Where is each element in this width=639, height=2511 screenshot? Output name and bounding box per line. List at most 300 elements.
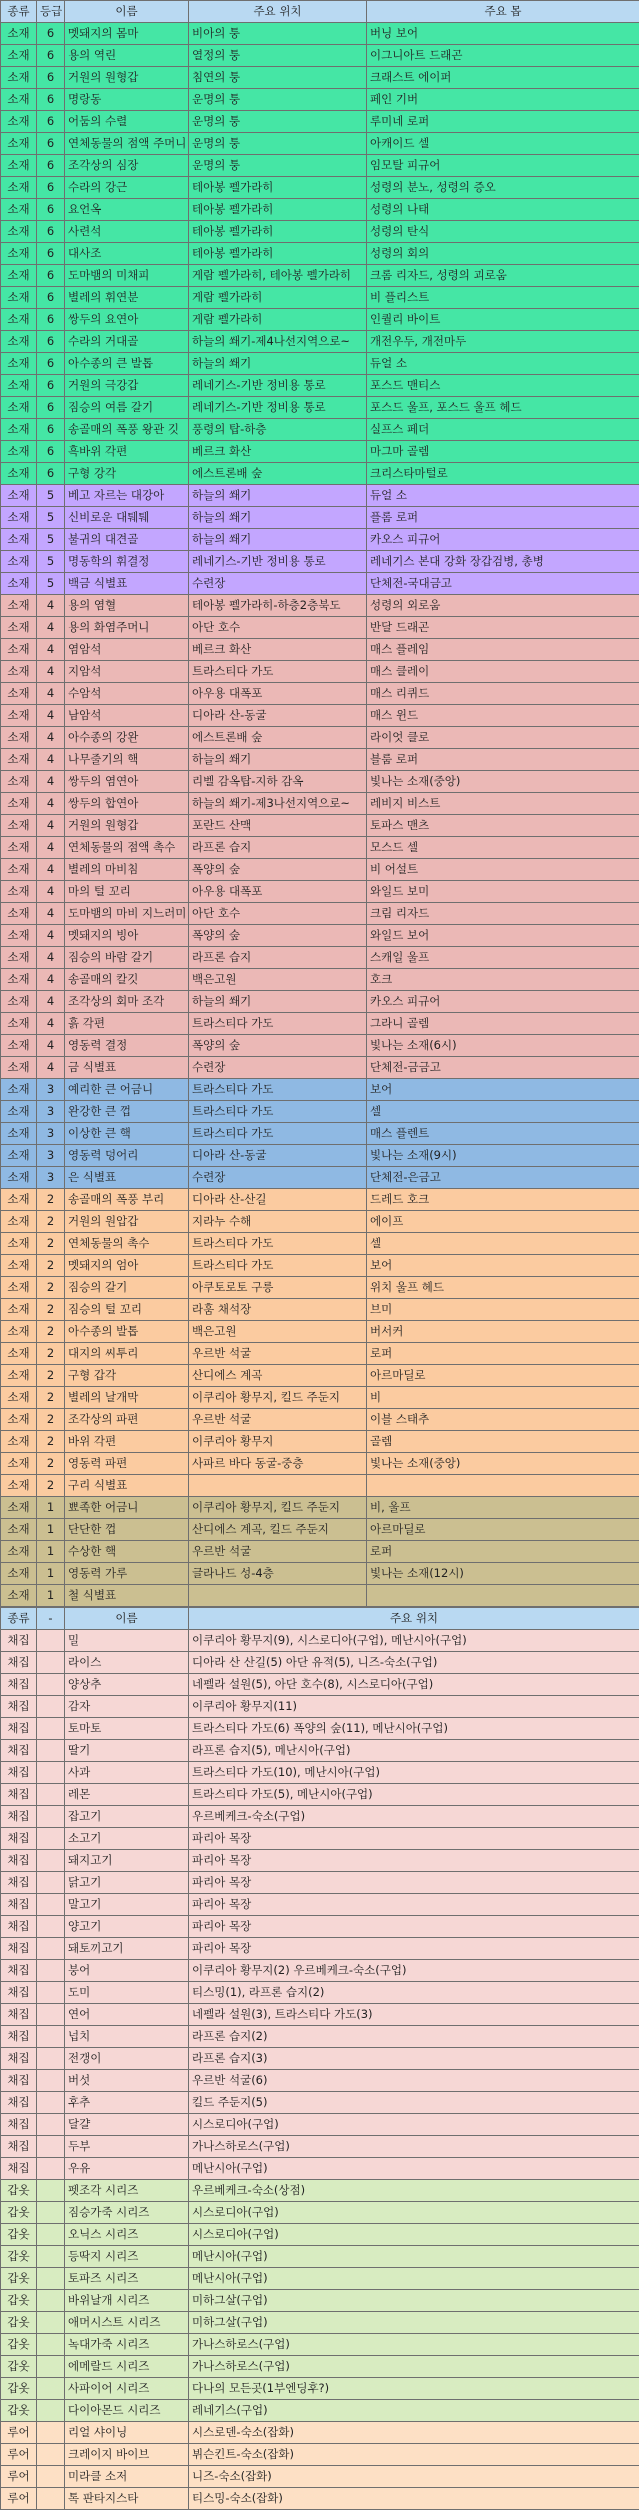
- cell-type: 소재: [1, 1255, 37, 1277]
- cell-grade-empty: [37, 2048, 65, 2070]
- table-row: [1, 2422, 639, 2444]
- cell-location: 산디에스 계곡, 킬드 주둔지: [189, 1519, 367, 1541]
- cell-grade: 6: [37, 331, 65, 353]
- cell-type: 소재: [1, 529, 37, 551]
- cell-name: 다이아몬드 시리즈: [65, 2400, 189, 2422]
- cell-grade-empty: [37, 2180, 65, 2202]
- cell-name: 양상추: [65, 1674, 189, 1696]
- materials-body: [1, 23, 639, 1607]
- cell-monster: 아르마딜로: [367, 1519, 639, 1541]
- cell-location: 수련장: [189, 1167, 367, 1189]
- cell-monster: 개전우두, 개전마두: [367, 331, 639, 353]
- cell-type: 채집: [1, 1850, 37, 1872]
- cell-name: 송골매의 칼깃: [65, 969, 189, 991]
- cell-name: 별레의 날개막: [65, 1387, 189, 1409]
- cell-name: 연체동물의 점액 주머니: [65, 133, 189, 155]
- gathering-body: [1, 1630, 639, 2510]
- table-row: [1, 1806, 639, 1828]
- cell-grade: 1: [37, 1519, 65, 1541]
- cell-type: 소재: [1, 1013, 37, 1035]
- cell-grade: 2: [37, 1299, 65, 1321]
- cell-monster: 위치 울프 헤드: [367, 1277, 639, 1299]
- table-row: [1, 595, 639, 617]
- table-row: [1, 815, 639, 837]
- cell-grade: 1: [37, 1585, 65, 1607]
- cell-location: 포란드 산맥: [189, 815, 367, 837]
- cell-name: 불귀의 대견골: [65, 529, 189, 551]
- cell-name: 영동력 파편: [65, 1453, 189, 1475]
- cell-location: 아쿠토로토 구릉: [189, 1277, 367, 1299]
- table-row: [1, 2048, 639, 2070]
- cell-type: 채집: [1, 1652, 37, 1674]
- cell-type: 소재: [1, 507, 37, 529]
- table-row: [1, 309, 639, 331]
- cell-monster: 성령의 분노, 성령의 증오: [367, 177, 639, 199]
- table-row: [1, 529, 639, 551]
- cell-name: 철 식별표: [65, 1585, 189, 1607]
- cell-grade-empty: [37, 1806, 65, 1828]
- cell-grade-empty: [37, 2334, 65, 2356]
- cell-location: 테아봉 펠가라히: [189, 177, 367, 199]
- table-row: [1, 705, 639, 727]
- cell-type: 소재: [1, 1277, 37, 1299]
- cell-name: 아수종의 발톱: [65, 1321, 189, 1343]
- cell-type: 소재: [1, 243, 37, 265]
- cell-location: 니즈-숙소(잡화): [189, 2466, 639, 2488]
- cell-type: 루어: [1, 2422, 37, 2444]
- cell-type: 소재: [1, 1299, 37, 1321]
- cell-type: 갑옷: [1, 2268, 37, 2290]
- cell-type: 소재: [1, 397, 37, 419]
- table-row: [1, 2092, 639, 2114]
- cell-name: 뾰족한 어금니: [65, 1497, 189, 1519]
- cell-location: 폭양의 숲: [189, 859, 367, 881]
- cell-type: 채집: [1, 2114, 37, 2136]
- cell-grade: 6: [37, 419, 65, 441]
- cell-grade-empty: [37, 1652, 65, 1674]
- table-row: [1, 1387, 639, 1409]
- cell-grade: 6: [37, 243, 65, 265]
- table-row: [1, 67, 639, 89]
- cell-name: 수라의 거대골: [65, 331, 189, 353]
- table-row: [1, 1409, 639, 1431]
- table-row: [1, 1431, 639, 1453]
- cell-location: 산디에스 계곡: [189, 1365, 367, 1387]
- cell-grade: 4: [37, 639, 65, 661]
- cell-location: 우르베케크-숙소(구업): [189, 1806, 639, 1828]
- cell-type: 채집: [1, 1696, 37, 1718]
- cell-name: 조각상의 파편: [65, 1409, 189, 1431]
- cell-name: 영동력 결정: [65, 1035, 189, 1057]
- cell-type: 루어: [1, 2488, 37, 2510]
- cell-grade-empty: [37, 2246, 65, 2268]
- cell-monster: 반달 드래곤: [367, 617, 639, 639]
- cell-grade: 4: [37, 903, 65, 925]
- cell-monster: 로퍼: [367, 1541, 639, 1563]
- cell-grade: 4: [37, 727, 65, 749]
- table-row: [1, 1960, 639, 1982]
- table-row: [1, 2158, 639, 2180]
- cell-location: 네펠라 설원(5), 아단 호수(8), 시스로디아(구업): [189, 1674, 639, 1696]
- table-row: [1, 771, 639, 793]
- cell-location: 트라스티다 가도(6) 폭양의 숲(11), 메난시아(구업): [189, 1718, 639, 1740]
- cell-type: 소재: [1, 287, 37, 309]
- table-row: [1, 1101, 639, 1123]
- table-row: [1, 1079, 639, 1101]
- cell-type: 소재: [1, 573, 37, 595]
- cell-type: 소재: [1, 1189, 37, 1211]
- header-type: 종류: [1, 1, 37, 23]
- cell-grade: 1: [37, 1563, 65, 1585]
- table-row: [1, 1762, 639, 1784]
- cell-type: 소재: [1, 309, 37, 331]
- cell-grade-empty: [37, 2026, 65, 2048]
- table-row: [1, 1718, 639, 1740]
- cell-monster: 셀: [367, 1233, 639, 1255]
- table-row: [1, 287, 639, 309]
- cell-type: 갑옷: [1, 2334, 37, 2356]
- cell-grade: 3: [37, 1123, 65, 1145]
- cell-type: 소재: [1, 617, 37, 639]
- cell-grade: 5: [37, 551, 65, 573]
- cell-type: 소재: [1, 1233, 37, 1255]
- table-header-row: [1, 1, 639, 23]
- cell-type: 채집: [1, 2004, 37, 2026]
- cell-location: 우르반 석굴: [189, 1541, 367, 1563]
- cell-monster: 단체전-국대금고: [367, 573, 639, 595]
- cell-monster: 아르마딜로: [367, 1365, 639, 1387]
- cell-type: 소재: [1, 67, 37, 89]
- cell-monster: 단체전-금금고: [367, 1057, 639, 1079]
- cell-grade-empty: [37, 1872, 65, 1894]
- cell-type: 소재: [1, 221, 37, 243]
- cell-name: 마의 털 꼬리: [65, 881, 189, 903]
- cell-name: 별레의 마비침: [65, 859, 189, 881]
- cell-name: 사과: [65, 1762, 189, 1784]
- table-row: [1, 1211, 639, 1233]
- cell-location: 파리아 목장: [189, 1828, 639, 1850]
- cell-location: 하늘의 쐐기: [189, 991, 367, 1013]
- cell-name: 짐승의 여름 갈기: [65, 397, 189, 419]
- cell-grade: 6: [37, 353, 65, 375]
- table-row: [1, 265, 639, 287]
- table-row: [1, 1255, 639, 1277]
- table-row: [1, 1828, 639, 1850]
- cell-grade-empty: [37, 1696, 65, 1718]
- cell-name: 톡 판타지스타: [65, 2488, 189, 2510]
- header-name: 이름: [65, 1608, 189, 1630]
- cell-name: 예리한 큰 어금니: [65, 1079, 189, 1101]
- cell-name: 연어: [65, 2004, 189, 2026]
- cell-name: 전갱이: [65, 2048, 189, 2070]
- cell-name: 염암석: [65, 639, 189, 661]
- cell-grade: 6: [37, 287, 65, 309]
- table-row: [1, 837, 639, 859]
- cell-name: 요언옥: [65, 199, 189, 221]
- cell-name: 돼지고기: [65, 1850, 189, 1872]
- cell-type: 소재: [1, 353, 37, 375]
- cell-name: 멧돼지의 빙아: [65, 925, 189, 947]
- cell-name: 돼토끼고기: [65, 1938, 189, 1960]
- cell-name: 바위 각편: [65, 1431, 189, 1453]
- cell-type: 소재: [1, 683, 37, 705]
- cell-location: 글라나드 성-4층: [189, 1563, 367, 1585]
- table-row: [1, 2290, 639, 2312]
- table-row: [1, 243, 639, 265]
- cell-location: 베르크 화산: [189, 441, 367, 463]
- cell-grade-empty: [37, 2444, 65, 2466]
- cell-location: 우르반 석굴(6): [189, 2070, 639, 2092]
- cell-location: 라프론 습지: [189, 947, 367, 969]
- cell-grade-empty: [37, 1718, 65, 1740]
- cell-type: 갑옷: [1, 2378, 37, 2400]
- cell-name: 연체동물의 점액 촉수: [65, 837, 189, 859]
- table-row: [1, 925, 639, 947]
- cell-grade: 2: [37, 1365, 65, 1387]
- cell-grade: 6: [37, 177, 65, 199]
- cell-monster: 성령의 외로움: [367, 595, 639, 617]
- cell-monster: 성령의 회의: [367, 243, 639, 265]
- cell-location: 열정의 퉁: [189, 45, 367, 67]
- cell-grade-empty: [37, 1828, 65, 1850]
- cell-type: 채집: [1, 1872, 37, 1894]
- cell-location: 하늘의 쐐기: [189, 353, 367, 375]
- cell-monster: 아캐이드 셀: [367, 133, 639, 155]
- cell-name: 짐승가죽 시리즈: [65, 2202, 189, 2224]
- table-row: [1, 1916, 639, 1938]
- cell-monster: 인퀄리 바이트: [367, 309, 639, 331]
- cell-location: 테아봉 펠가라히: [189, 199, 367, 221]
- cell-monster: 에이프: [367, 1211, 639, 1233]
- cell-monster: 성령의 탄식: [367, 221, 639, 243]
- cell-grade: 2: [37, 1321, 65, 1343]
- cell-type: 채집: [1, 2048, 37, 2070]
- cell-monster: 포스드 울프, 포스드 울프 헤드: [367, 397, 639, 419]
- cell-type: 소재: [1, 969, 37, 991]
- cell-location: 다나의 모든곳(1부엔딩후?): [189, 2378, 639, 2400]
- cell-location: 하늘의 쐐기-제4나선지역으로~: [189, 331, 367, 353]
- cell-monster: 페인 기버: [367, 89, 639, 111]
- cell-monster: 단체전-은금고: [367, 1167, 639, 1189]
- table-row: [1, 23, 639, 45]
- cell-name: 송골매의 폭풍 부리: [65, 1189, 189, 1211]
- cell-monster: 포스드 맨티스: [367, 375, 639, 397]
- cell-type: 소재: [1, 1431, 37, 1453]
- table-row: [1, 45, 639, 67]
- cell-grade: 6: [37, 199, 65, 221]
- cell-type: 소재: [1, 947, 37, 969]
- cell-grade: 4: [37, 749, 65, 771]
- cell-location: 디아라 산-동굴: [189, 705, 367, 727]
- table-row: [1, 1784, 639, 1806]
- cell-type: 채집: [1, 1960, 37, 1982]
- cell-location: 베르크 화산: [189, 639, 367, 661]
- cell-monster: 루미네 로퍼: [367, 111, 639, 133]
- cell-type: 채집: [1, 1762, 37, 1784]
- cell-location: 뷔슨킨트-숙소(잡화): [189, 2444, 639, 2466]
- cell-location: 시스로덴-숙소(잡화): [189, 2422, 639, 2444]
- cell-name: 도마뱀의 마비 지느러미: [65, 903, 189, 925]
- cell-monster: 와일드 보어: [367, 925, 639, 947]
- cell-type: 소재: [1, 595, 37, 617]
- cell-type: 갑옷: [1, 2400, 37, 2422]
- cell-location: 테아봉 펠가라히: [189, 243, 367, 265]
- cell-location: 라훔 채석장: [189, 1299, 367, 1321]
- table-row: [1, 683, 639, 705]
- cell-name: 조각상의 회마 조각: [65, 991, 189, 1013]
- cell-type: 소재: [1, 661, 37, 683]
- cell-monster: 플롬 로퍼: [367, 507, 639, 529]
- cell-location: 트라스티다 가도: [189, 661, 367, 683]
- table-row: [1, 2224, 639, 2246]
- cell-type: 채집: [1, 2026, 37, 2048]
- cell-type: 소재: [1, 1167, 37, 1189]
- table-row: [1, 2180, 639, 2202]
- cell-monster: 마그마 골렘: [367, 441, 639, 463]
- table-row: [1, 507, 639, 529]
- table-row: [1, 89, 639, 111]
- cell-type: 소재: [1, 331, 37, 353]
- cell-location: 메난시아(구업): [189, 2246, 639, 2268]
- cell-location: 하늘의 쐐기: [189, 749, 367, 771]
- cell-location: 트라스티다 가도: [189, 1255, 367, 1277]
- cell-name: 거원의 원형갑: [65, 67, 189, 89]
- table-row: [1, 2400, 639, 2422]
- header-monster: 주요 몹: [367, 1, 639, 23]
- cell-monster: 브미: [367, 1299, 639, 1321]
- cell-location: 가나스하로스(구업): [189, 2356, 639, 2378]
- cell-name: 수암석: [65, 683, 189, 705]
- cell-name: 베고 자르는 대강아: [65, 485, 189, 507]
- cell-type: 채집: [1, 1982, 37, 2004]
- cell-name: 양고기: [65, 1916, 189, 1938]
- cell-location: 우르반 석굴: [189, 1343, 367, 1365]
- cell-location: 파리아 목장: [189, 1894, 639, 1916]
- cell-name: 라이스: [65, 1652, 189, 1674]
- header-location: 주요 위치: [189, 1608, 639, 1630]
- cell-name: 백금 식별표: [65, 573, 189, 595]
- table-row: [1, 1740, 639, 1762]
- cell-monster: 성령의 나태: [367, 199, 639, 221]
- table-row: [1, 2488, 639, 2510]
- cell-monster: 토파스 맨츠: [367, 815, 639, 837]
- cell-location: 이쿠리아 황무지(2) 우르베케크-숙소(구업): [189, 1960, 639, 1982]
- cell-location: 하늘의 쐐기: [189, 485, 367, 507]
- cell-name: 거원의 원형갑: [65, 815, 189, 837]
- cell-monster: 크래스트 에이퍼: [367, 67, 639, 89]
- cell-grade-empty: [37, 2268, 65, 2290]
- cell-type: 소재: [1, 551, 37, 573]
- cell-grade-empty: [37, 2488, 65, 2510]
- cell-type: 채집: [1, 1938, 37, 1960]
- cell-grade: 6: [37, 265, 65, 287]
- cell-grade: 2: [37, 1431, 65, 1453]
- cell-name: 조각상의 심장: [65, 155, 189, 177]
- table-row: [1, 375, 639, 397]
- cell-location: 아단 호수: [189, 903, 367, 925]
- cell-monster: 카오스 피규어: [367, 991, 639, 1013]
- cell-grade: 2: [37, 1343, 65, 1365]
- cell-type: 루어: [1, 2444, 37, 2466]
- cell-name: 에메랄드 시리즈: [65, 2356, 189, 2378]
- cell-type: 소재: [1, 903, 37, 925]
- table-row: [1, 969, 639, 991]
- cell-grade-empty: [37, 2114, 65, 2136]
- cell-monster: 매스 리퀴드: [367, 683, 639, 705]
- cell-grade: 3: [37, 1101, 65, 1123]
- cell-name: 연체동물의 촉수: [65, 1233, 189, 1255]
- cell-name: 대사조: [65, 243, 189, 265]
- table-row: [1, 2136, 639, 2158]
- cell-monster: 매스 클레이: [367, 661, 639, 683]
- cell-grade: 2: [37, 1189, 65, 1211]
- cell-grade: 4: [37, 1035, 65, 1057]
- cell-location: 메난시아(구업): [189, 2268, 639, 2290]
- cell-type: 갑옷: [1, 2224, 37, 2246]
- cell-type: 채집: [1, 1740, 37, 1762]
- cell-location: 게람 펠가라히: [189, 309, 367, 331]
- cell-name: 거원의 원압갑: [65, 1211, 189, 1233]
- cell-grade: 4: [37, 705, 65, 727]
- table-row: [1, 661, 639, 683]
- cell-grade-empty: [37, 2158, 65, 2180]
- cell-grade-empty: [37, 1960, 65, 1982]
- table-row: [1, 1519, 639, 1541]
- cell-location: 이쿠리아 황무지, 킬드 주둔지: [189, 1497, 367, 1519]
- cell-type: 소재: [1, 463, 37, 485]
- cell-grade: 6: [37, 463, 65, 485]
- cell-grade-empty: [37, 1762, 65, 1784]
- cell-monster: 비: [367, 1387, 639, 1409]
- cell-location: 트라스티다 가도: [189, 1079, 367, 1101]
- cell-location: 라프론 습지(3): [189, 2048, 639, 2070]
- cell-name: 토마토: [65, 1718, 189, 1740]
- cell-type: 갑옷: [1, 2202, 37, 2224]
- table-row: [1, 111, 639, 133]
- cell-grade: 6: [37, 133, 65, 155]
- cell-name: 밀: [65, 1630, 189, 1652]
- cell-name: 수상한 핵: [65, 1541, 189, 1563]
- cell-name: 우유: [65, 2158, 189, 2180]
- cell-type: 소재: [1, 991, 37, 1013]
- cell-grade: 2: [37, 1475, 65, 1497]
- cell-location: 트라스티다 가도: [189, 1101, 367, 1123]
- cell-grade: 4: [37, 617, 65, 639]
- cell-name: 아수종의 큰 발톱: [65, 353, 189, 375]
- table-row: [1, 133, 639, 155]
- table-row: [1, 1585, 639, 1607]
- table-row: [1, 639, 639, 661]
- cell-location: 트라스티다 가도(10), 메난시아(구업): [189, 1762, 639, 1784]
- cell-location: 하늘의 쐐기-제3나선지역으로~: [189, 793, 367, 815]
- cell-grade: 6: [37, 155, 65, 177]
- cell-type: 갑옷: [1, 2356, 37, 2378]
- cell-monster: 레비지 비스트: [367, 793, 639, 815]
- cell-location: 네펠라 설원(3), 트라스티다 가도(3): [189, 2004, 639, 2026]
- cell-grade: 4: [37, 881, 65, 903]
- cell-location: 라프론 습지(5), 메난시아(구업): [189, 1740, 639, 1762]
- cell-location: 레네기스-기반 정비용 통로: [189, 375, 367, 397]
- cell-monster: 크롬 리자드, 성령의 괴로움: [367, 265, 639, 287]
- cell-type: 소재: [1, 177, 37, 199]
- cell-name: 별레의 휘연분: [65, 287, 189, 309]
- cell-location: 시스로디아(구업): [189, 2224, 639, 2246]
- cell-grade: 6: [37, 221, 65, 243]
- header-name: 이름: [65, 1, 189, 23]
- cell-type: 채집: [1, 2136, 37, 2158]
- cell-type: 루어: [1, 2466, 37, 2488]
- cell-location: 백은고원: [189, 1321, 367, 1343]
